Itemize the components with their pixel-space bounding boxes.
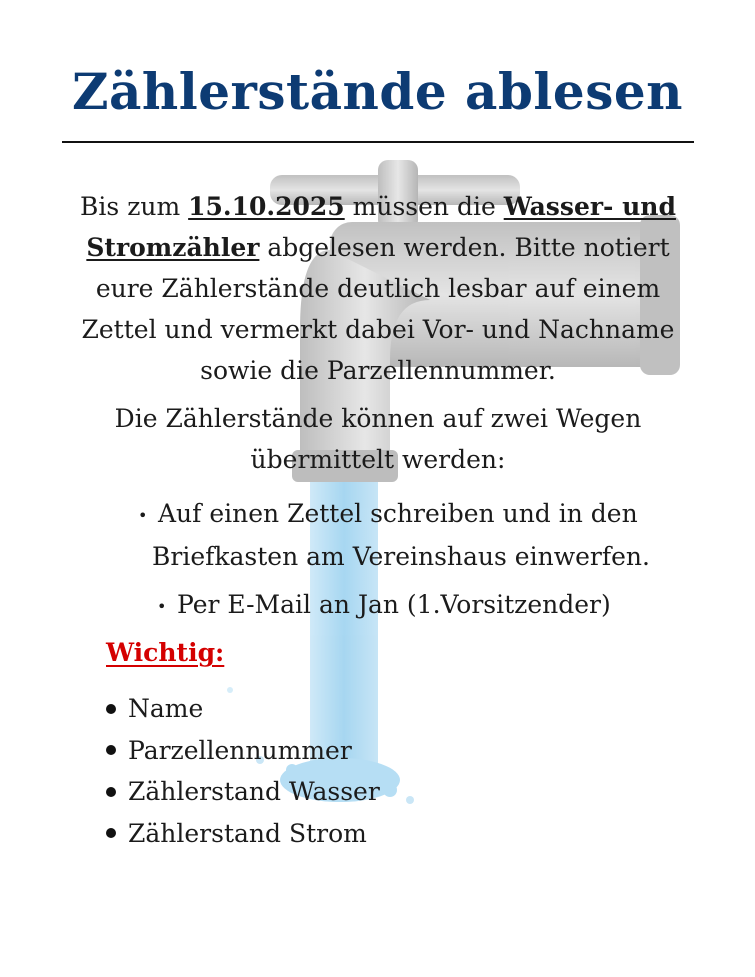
method-bullet: • — [138, 506, 148, 525]
bullet-icon — [106, 745, 116, 755]
intro-text-3: abgelesen werden. Bitte notiert eure Zählerstände deutlich lesbar auf einem Zettel und vermerkt dabei Vor- und Nachname sowie die Parzellennummer. — [81, 233, 675, 385]
method-item-mailbox — [138, 493, 678, 577]
bullet-icon — [106, 787, 116, 797]
method-item-email — [157, 584, 677, 627]
page-title: Zählerstände ablesen — [71, 62, 684, 121]
submission-ways-text: Die Zählerstände können auf zwei Wegen übermittelt werden: — [114, 404, 642, 474]
method-mailbox-line2: Briefkasten am Vereinshaus einwerfen. — [152, 542, 650, 571]
important-heading: Wichtig: — [106, 638, 225, 667]
list-item: Parzellennummer — [106, 730, 380, 772]
deadline-date: 15.10.2025 — [188, 192, 345, 221]
method-bullet: • — [157, 597, 167, 616]
bullet-icon — [106, 704, 116, 714]
title-divider — [62, 141, 694, 143]
list-item: Zählerstand Wasser — [106, 771, 380, 813]
intro-text-2: müssen die — [344, 192, 504, 221]
method-email-text: Per E-Mail an Jan (1.Vorsitzender) — [177, 590, 611, 619]
meter-types: Wasser- und Stromzähler — [86, 192, 676, 262]
list-item: Name — [106, 688, 380, 730]
intro-text-1: Bis zum — [80, 192, 189, 221]
bullet-icon — [106, 828, 116, 838]
method-mailbox-line1: Auf einen Zettel schreiben und in den — [158, 499, 638, 528]
intro-paragraph — [72, 186, 684, 391]
list-item: Zählerstand Strom — [106, 813, 380, 855]
required-info-list — [106, 688, 380, 854]
